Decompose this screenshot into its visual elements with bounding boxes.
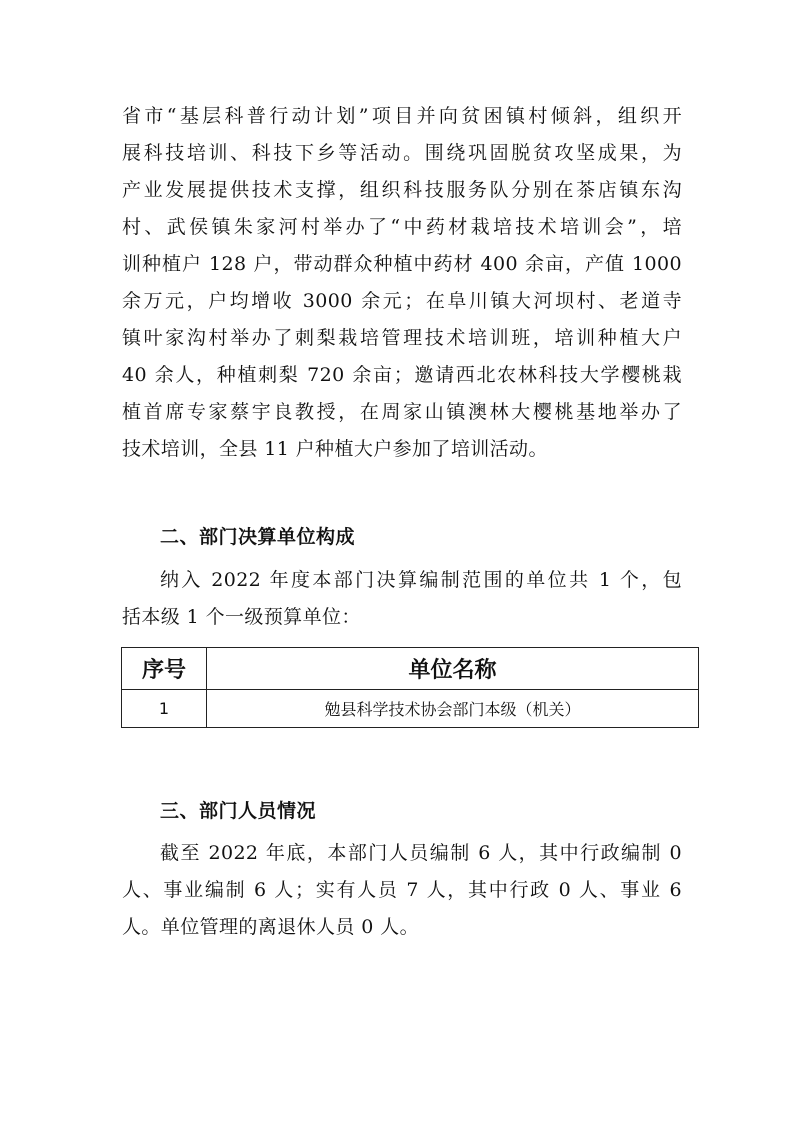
- text-line: 展科技培训、科技下乡等活动。围绕巩固脱贫攻坚成果，为: [122, 142, 682, 164]
- section2-paragraph: [122, 562, 682, 636]
- text-line: 训种植户 128 户，带动群众种植中药材 400 余亩，产值 1000: [122, 253, 682, 275]
- cell-unit-name: 勉县科学技术协会部门本级（机关）: [207, 690, 699, 728]
- text-line: 括本级 1 个一级预算单位：: [122, 606, 361, 628]
- section1-paragraph: [122, 98, 682, 468]
- text-line: 产业发展提供技术支撑，组织科技服务队分别在茶店镇东沟: [122, 179, 682, 201]
- section2-heading: 二、部门决算单位构成: [160, 526, 356, 548]
- unit-table: [121, 647, 699, 728]
- cell-index: 1: [122, 690, 207, 728]
- section3-paragraph: [122, 835, 682, 946]
- text-line: 植首席专家蔡宇良教授，在周家山镇澳林大樱桃基地举办了: [122, 401, 682, 423]
- table-header-row: [122, 648, 699, 690]
- text-line: 技术培训，全县 11 户种植大户参加了培训活动。: [122, 438, 548, 460]
- text-line: 人、事业编制 6 人；实有人员 7 人，其中行政 0 人、事业 6: [122, 879, 682, 901]
- text-line: 余万元，户均增收 3000 余元；在阜川镇大河坝村、老道寺: [122, 290, 682, 312]
- section3-heading: 三、部门人员情况: [160, 800, 317, 822]
- text-line: 40 余人，种植刺梨 720 余亩；邀请西北农林科技大学樱桃栽: [122, 364, 682, 386]
- text-line: 纳入 2022 年度本部门决算编制范围的单位共 1 个，包: [160, 569, 682, 591]
- header-unit-name: 单位名称: [207, 648, 699, 690]
- table-row: [122, 690, 699, 728]
- header-index: 序号: [122, 648, 207, 690]
- text-line: 省市“基层科普行动计划”项目并向贫困镇村倾斜，组织开: [122, 105, 682, 127]
- text-line: 村、武侯镇朱家河村举办了“中药材栽培技术培训会”，培: [122, 216, 682, 238]
- text-line: 镇叶家沟村举办了刺梨栽培管理技术培训班，培训种植大户: [122, 327, 682, 349]
- text-line: 截至 2022 年底，本部门人员编制 6 人，其中行政编制 0: [160, 842, 682, 864]
- text-line: 人。单位管理的离退休人员 0 人。: [122, 916, 419, 938]
